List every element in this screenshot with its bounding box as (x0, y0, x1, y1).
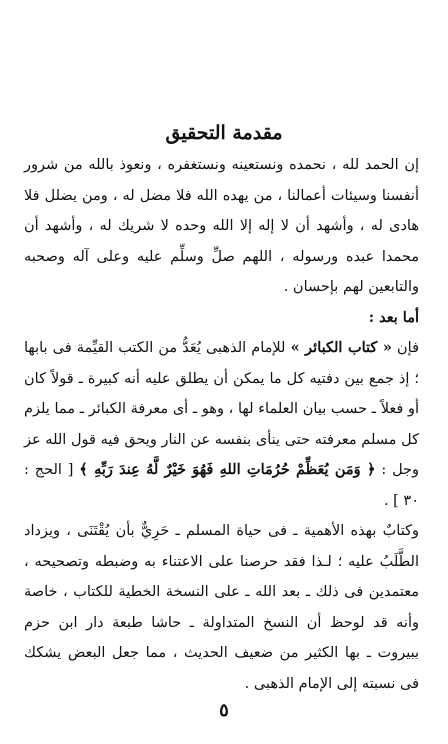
body-text (24, 150, 419, 699)
paragraph-text: للإمام الذهبى يُعَدُّ من الكتب القيِّمة فى بابها ؛ إذ جمع بين دفتيه كل ما يمكن أن يطلق عليه أنه كبيرة ـ قولاً كان أو فعلاً ـ حسب بيان العلماء لها ، وهو ـ أى معرفة الكبائر ـ مما يلزم كل مسلم معرفته حتى ينأى بنفسه عن النار ويحق فيه قول الله عز وجل : (24, 340, 420, 478)
verse-reference: [ الحج : ٣٠ ] . (24, 462, 419, 509)
book-title: « كتاب الكبائر » (290, 339, 392, 356)
page-title: مقدمة التحقيق (165, 122, 283, 144)
paragraph-lead: فإن (397, 340, 419, 356)
quran-verse: ﴿ وَمَن يُعَظِّمْ حُرُمَاتِ اللهِ فَهُوَ خَيْرٌ لَّهُ عِندَ رَبِّهِ ﴾ (79, 461, 376, 478)
paragraph-book-intro (24, 333, 419, 516)
paragraph-edition: وكتابٌ بهذه الأهمية ـ فى حياة المسلم ـ حَرِيٌّ بأن يُقْتَنَى ، ويزداد الطَّلَبُ عليه ؛ لـذا فقد حرصنا على الاعتناء به وضبطه وتصحيحه ، معتمدين فى ذلك ـ بعد الله ـ على النسخة الخطية للكتاب ، خاصة وأنه قد لوحظ أن النسخ المتداولة ـ حاشا طبعة دار ابن حزم ببيروت ـ بها الكثير من ضعيف الحديث ، مما جعل البعض يشكك فى نسبته إلى الإمام الذهبى . (24, 523, 419, 692)
section-heading: أما بعد : (368, 308, 419, 326)
paragraph-opening: إن الحمد لله ، نحمده ونستعينه ونستغفره ، ونعوذ بالله من شرور أنفسنا وسيئات أعمالنا ، من يهده الله فلا مضل له ، ومن يضلل فلا هادى له ، وأشهد أن لا إله إلا الله وحده لا شريك له ، وأشهد أن محمدا عبده ورسوله ، اللهم صلِّ وسلِّم عليه وعلى آله وصحبه والتابعين لهم بإحسان . (24, 157, 419, 295)
page-number: ٥ (219, 700, 229, 721)
